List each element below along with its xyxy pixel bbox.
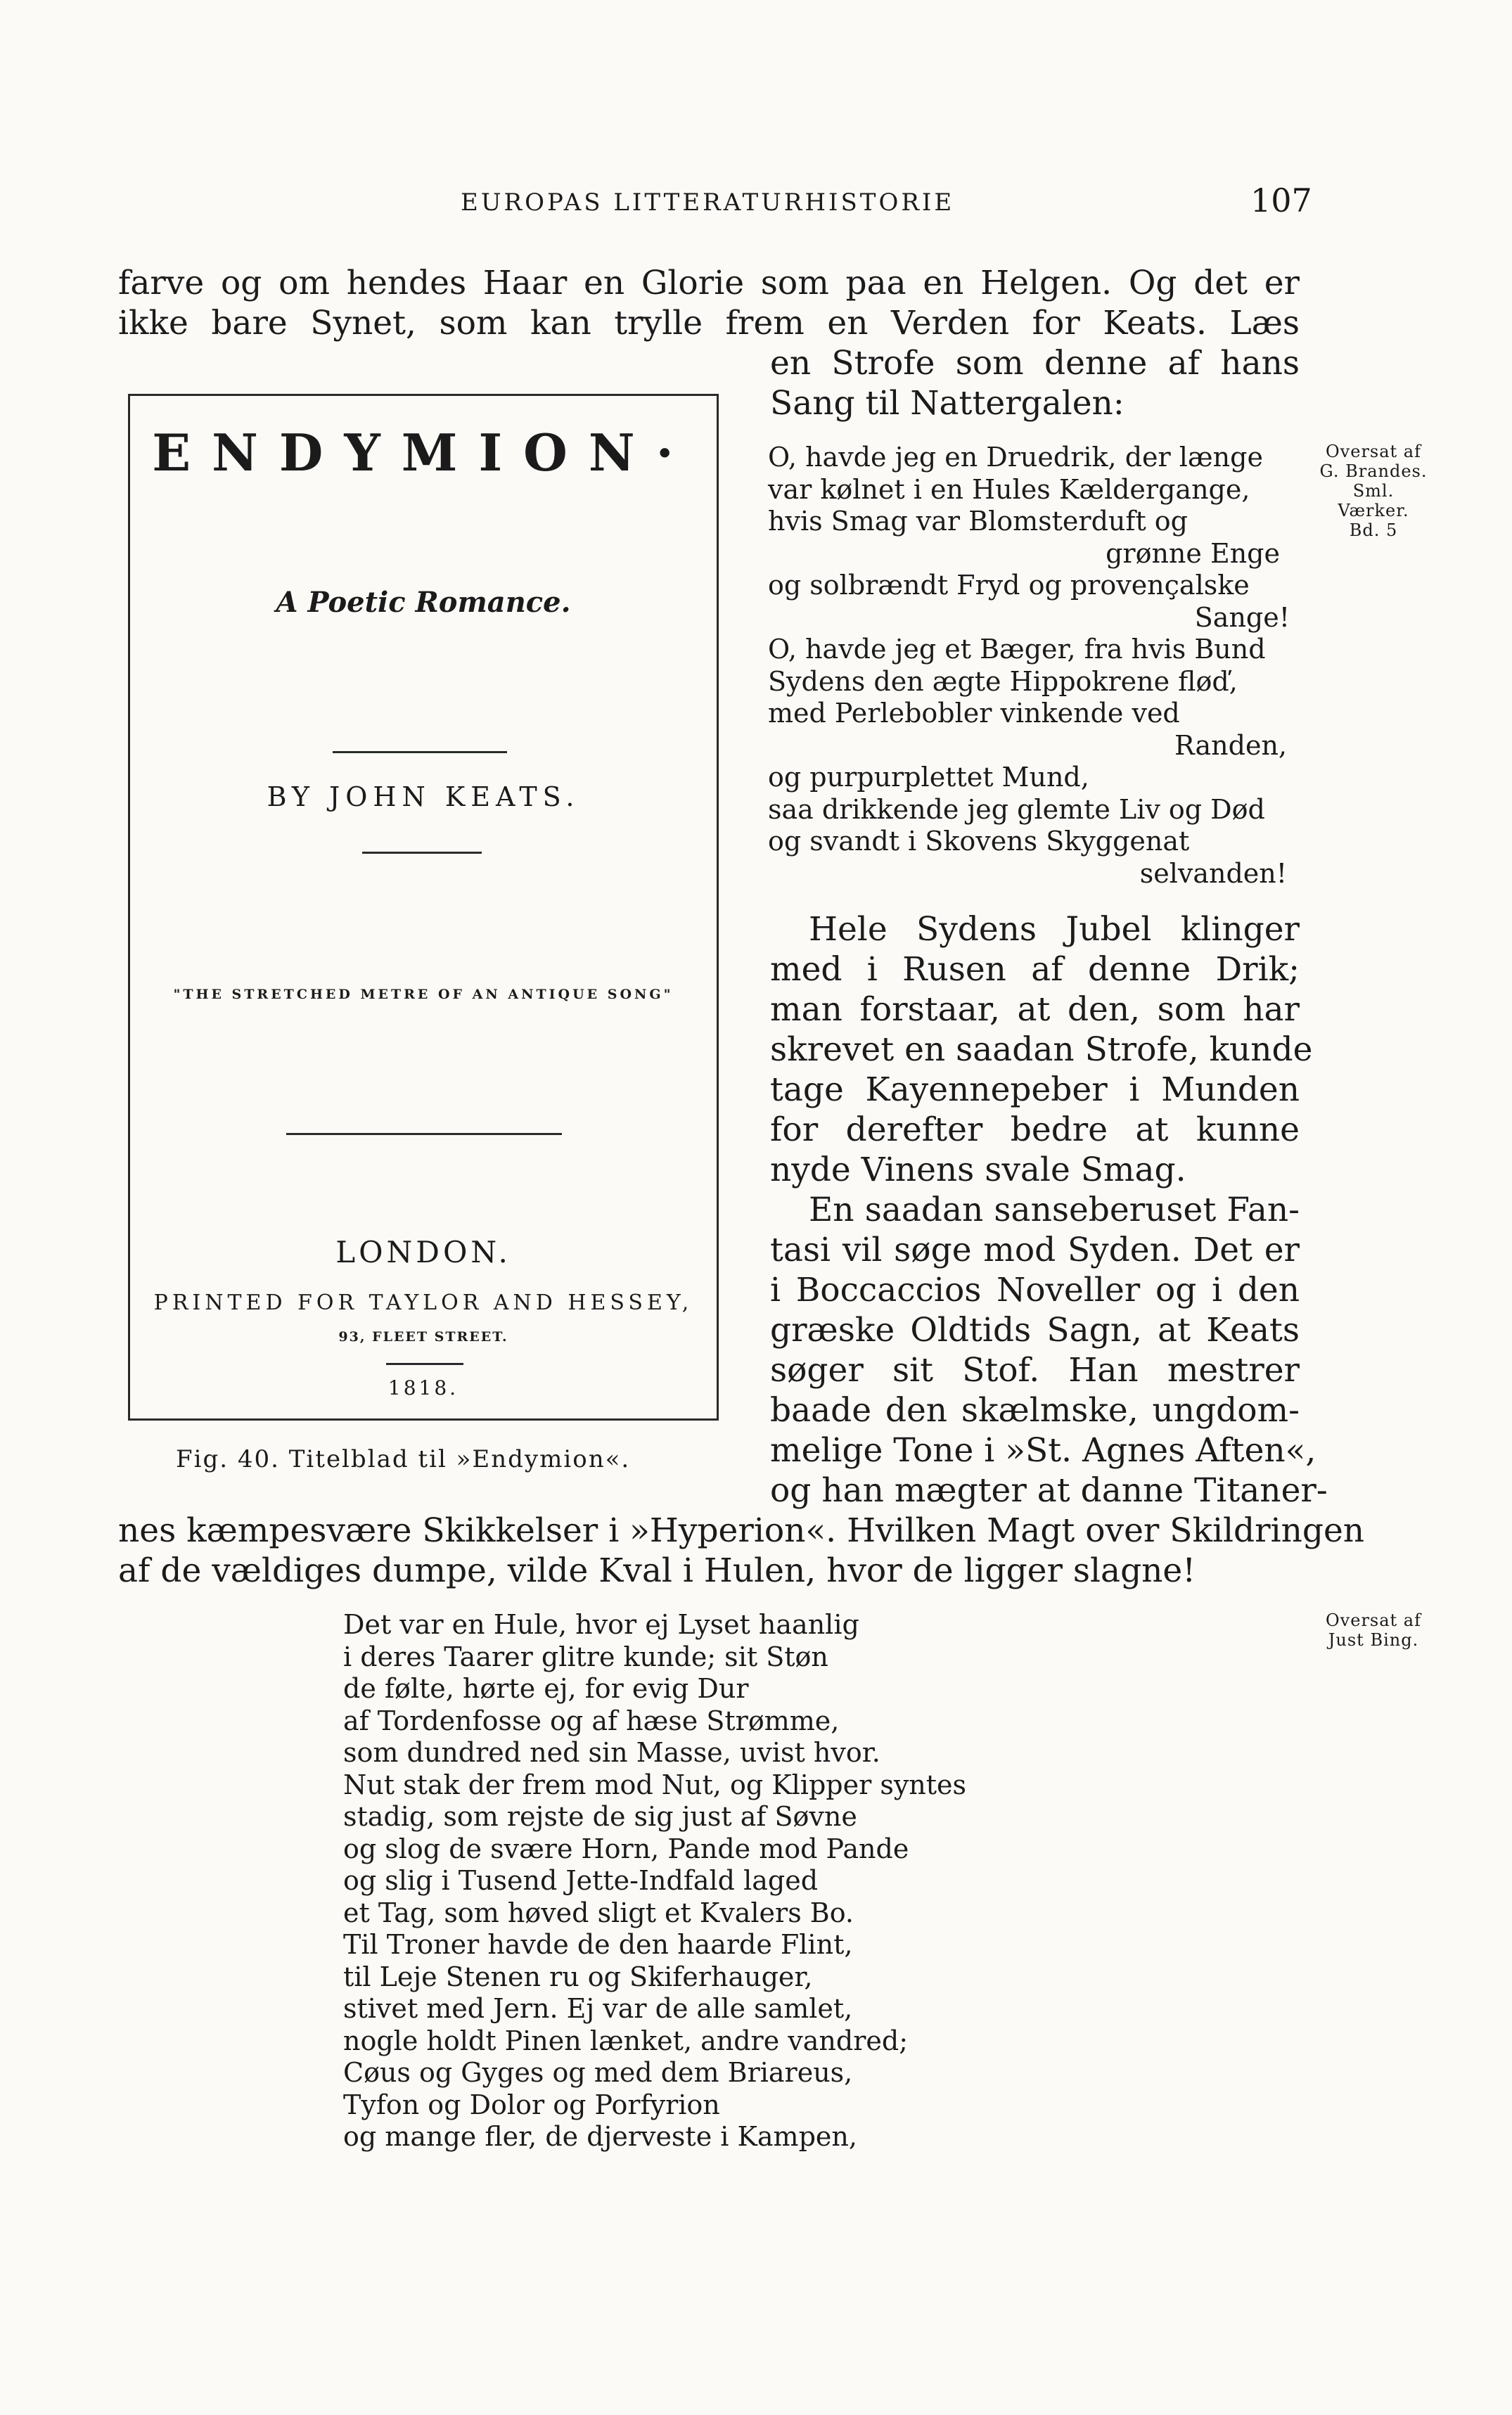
poem-line: Til Troner havde de den haarde Flint, bbox=[343, 1929, 853, 1960]
poem-line: var kølnet i en Hules Kældergange, bbox=[768, 473, 1250, 505]
poem-line: og slig i Tusend Jette-Indfald laged bbox=[343, 1865, 819, 1896]
text-line: ikke bare Synet, som kan trylle frem en Verden for Keats. Læs bbox=[118, 304, 1300, 342]
text-line: skrevet en saadan Strofe, kunde bbox=[770, 1030, 1313, 1069]
text-line: og han mægter at danne Titaner- bbox=[770, 1471, 1328, 1510]
poem-line: de følte, hørte ej, for evig Dur bbox=[343, 1673, 749, 1704]
poem-line: med Perlebobler vinkende ved bbox=[768, 698, 1180, 729]
text-line: man forstaar, at den, som har bbox=[770, 990, 1300, 1029]
title-page-printer: PRINTED FOR TAYLOR AND HESSEY, bbox=[153, 1290, 693, 1315]
title-page-rule bbox=[386, 1363, 463, 1365]
poem-hyperion bbox=[343, 1609, 966, 2153]
text-line: melige Tone i »St. Agnes Aften«, bbox=[770, 1431, 1316, 1470]
poem-line: saa drikkende jeg glemte Liv og Død bbox=[768, 793, 1265, 825]
poem-line: nogle holdt Pinen lænket, andre vandred; bbox=[343, 2025, 908, 2056]
title-page-rule bbox=[286, 1133, 562, 1135]
text-line: tasi vil søge mod Syden. Det er bbox=[770, 1231, 1300, 1269]
poem-line: selvanden! bbox=[1139, 857, 1287, 889]
poem-line: til Leje Stenen ru og Skiferhauger, bbox=[343, 1961, 813, 1992]
title-page-rule bbox=[362, 852, 482, 854]
poem-line: i deres Taarer glitre kunde; sit Støn bbox=[343, 1641, 828, 1672]
poem-line: af Tordenfosse og af hæse Strømme, bbox=[343, 1705, 840, 1736]
poem-line: Cøus og Gyges og med dem Briareus, bbox=[343, 2057, 853, 2088]
poem-line: og solbrændt Fryd og provençalske bbox=[768, 570, 1250, 601]
poem-line: Sydens den ægte Hippokrene fløď, bbox=[768, 665, 1238, 697]
poem-line: O, havde jeg et Bæger, fra hvis Bund bbox=[768, 634, 1266, 665]
title-page-city: LONDON. bbox=[335, 1235, 511, 1269]
title-page-figure bbox=[128, 394, 719, 1421]
text-line: en Strofe som denne af hans bbox=[770, 344, 1300, 383]
text-line: En saadan sanseberuset Fan- bbox=[809, 1191, 1300, 1229]
text-line: med i Rusen af denne Drik; bbox=[770, 950, 1300, 989]
poem-line: og svandt i Skovens Skyggenat bbox=[768, 826, 1190, 857]
running-title: EUROPAS LITTERATURHISTORIE bbox=[461, 188, 955, 217]
poem-line: stivet med Jern. Ej var de alle samlet, bbox=[343, 1993, 853, 2024]
poem-line: og mange fler, de djerveste i Kampen, bbox=[343, 2121, 857, 2152]
text-line: Sang til Nattergalen: bbox=[770, 384, 1125, 423]
text-line: af de vældiges dumpe, vilde Kval i Hulen, hvor de ligger slagne! bbox=[118, 1551, 1196, 1590]
figure-caption: Fig. 40. Titelblad til »Endymion«. bbox=[176, 1445, 631, 1473]
page-number: 107 bbox=[1250, 181, 1312, 219]
title-page-title: ENDYMION· bbox=[152, 423, 695, 482]
poem-line: stadig, som rejste de sig just af Søvne bbox=[343, 1801, 857, 1832]
text-line: for derefter bedre at kunne bbox=[770, 1110, 1300, 1149]
poem-line: Nut stak der frem mod Nut, og Klipper syntes bbox=[343, 1769, 967, 1800]
text-line: farve og om hendes Haar en Glorie som paa en Helgen. Og det er bbox=[118, 264, 1300, 302]
text-line: Hele Sydens Jubel klinger bbox=[809, 910, 1300, 949]
title-page-year: 1818. bbox=[387, 1376, 459, 1399]
poem-line: og slog de svære Horn, Pande mod Pande bbox=[343, 1833, 909, 1864]
text-line: nyde Vinens svale Smag. bbox=[770, 1151, 1186, 1189]
poem-line: O, havde jeg en Druedrik, der længe bbox=[768, 442, 1263, 473]
poem-line: og purpurplettet Mund, bbox=[768, 762, 1089, 793]
poem-nightingale bbox=[768, 442, 1302, 890]
side-note-translator: Oversat af G. Brandes. Sml. Værker. Bd. 5 bbox=[1319, 442, 1428, 540]
poem-line: grønne Enge bbox=[1106, 537, 1280, 569]
poem-line: Tyfon og Dolor og Porfyrion bbox=[343, 2089, 720, 2120]
poem-line: Sange! bbox=[1194, 601, 1290, 633]
title-page-author: BY JOHN KEATS. bbox=[267, 781, 580, 812]
title-page-subtitle: A Poetic Romance. bbox=[276, 586, 571, 619]
text-line: nes kæmpesvære Skikkelser i »Hyperion«. Hvilken Magt over Skildringen bbox=[118, 1511, 1365, 1550]
poem-line: hvis Smag var Blomsterduft og bbox=[768, 506, 1188, 537]
text-line: tage Kayennepeber i Munden bbox=[770, 1070, 1300, 1109]
text-line: græske Oldtids Sagn, at Keats bbox=[770, 1311, 1300, 1350]
poem-line: Det var en Hule, hvor ej Lyset haanlig bbox=[343, 1609, 859, 1640]
title-page-motto: "THE STRETCHED METRE OF AN ANTIQUE SONG" bbox=[173, 987, 674, 1002]
text-line: baade den skælmske, ungdom- bbox=[770, 1391, 1300, 1430]
poem-line: Randen, bbox=[1174, 729, 1287, 761]
text-line: søger sit Stof. Han mestrer bbox=[770, 1351, 1300, 1390]
title-page-address: 93, FLEET STREET. bbox=[338, 1329, 508, 1345]
text-line: i Boccaccios Noveller og i den bbox=[770, 1271, 1300, 1309]
side-note-translator: Oversat af Just Bing. bbox=[1326, 1610, 1421, 1650]
poem-line: et Tag, som høved sligt et Kvalers Bo. bbox=[343, 1897, 854, 1928]
title-page-rule bbox=[333, 751, 507, 753]
poem-line: som dundred ned sin Masse, uvist hvor. bbox=[343, 1737, 880, 1768]
